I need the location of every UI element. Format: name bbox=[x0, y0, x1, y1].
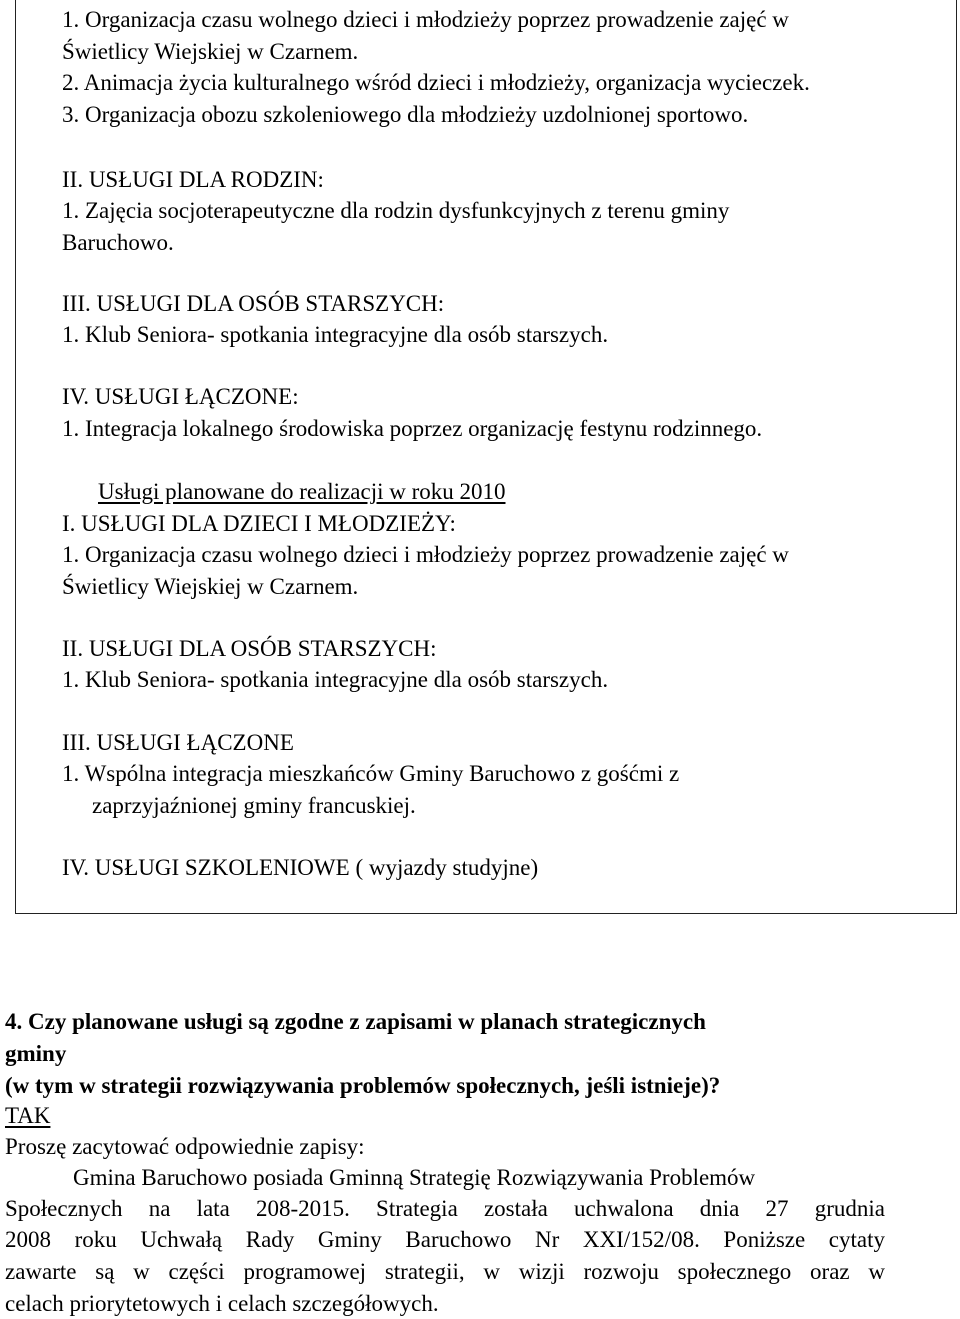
text-line: 1. Zajęcia socjoterapeutyczne dla rodzin dysfunkcyjnych z terenu gminy bbox=[62, 198, 730, 223]
text-line: 1. Wspólna integracja mieszkańców Gminy Baruchowo z gośćmi z bbox=[62, 761, 680, 786]
text-line: 2. Animacja życia kulturalnego wśród dzieci i młodzieży, organizacja wycieczek. bbox=[62, 70, 810, 95]
paragraph-line: 2008 roku Uchwałą Rady Gminy Baruchowo Nr XXI/152/08. Poniższe cytaty bbox=[5, 1227, 885, 1252]
section-heading: I. USŁUGI DLA DZIECI I MŁODZIEŻY: bbox=[62, 511, 456, 536]
text-line: Baruchowo. bbox=[62, 230, 174, 255]
section-heading: IV. USŁUGI ŁĄCZONE: bbox=[62, 384, 299, 409]
question-subtitle: (w tym w strategii rozwiązywania problemów społecznych, jeśli istnieje)? bbox=[5, 1073, 721, 1098]
paragraph-line: celach priorytetowych i celach szczegółowych. bbox=[5, 1291, 439, 1316]
text-line: Świetlicy Wiejskiej w Czarnem. bbox=[62, 39, 359, 64]
text-line: 1. Integracja lokalnego środowiska poprzez organizację festynu rodzinnego. bbox=[62, 416, 763, 441]
section-heading: III. USŁUGI DLA OSÓB STARSZYCH: bbox=[62, 291, 445, 316]
text-line: 3. Organizacja obozu szkoleniowego dla młodzieży uzdolnionej sportowo. bbox=[62, 102, 749, 127]
text-line: 1. Organizacja czasu wolnego dzieci i młodzieży poprzez prowadzenie zajęć w bbox=[62, 542, 789, 567]
paragraph-line: zawarte są w części programowej strategii, w wizji rozwoju społecznego oraz w bbox=[5, 1259, 885, 1284]
answer-text: TAK bbox=[5, 1103, 51, 1128]
text-line: Świetlicy Wiejskiej w Czarnem. bbox=[62, 574, 359, 599]
question-title: 4. Czy planowane usługi są zgodne z zapisami w planach strategicznych bbox=[5, 1009, 706, 1034]
quote-prompt: Proszę zacytować odpowiednie zapisy: bbox=[5, 1134, 365, 1159]
paragraph-line: Społecznych na lata 208-2015. Strategia została uchwalona dnia 27 grudnia bbox=[5, 1196, 885, 1221]
question-title-cont: gminy bbox=[5, 1041, 67, 1066]
section-heading: IV. USŁUGI SZKOLENIOWE ( wyjazdy studyjne) bbox=[62, 855, 539, 880]
text-line: zaprzyjaźnionej gminy francuskiej. bbox=[92, 793, 416, 818]
section-heading: III. USŁUGI ŁĄCZONE bbox=[62, 730, 294, 755]
text-line: 1. Klub Seniora- spotkania integracyjne dla osób starszych. bbox=[62, 667, 609, 692]
text-line: 1. Klub Seniora- spotkania integracyjne dla osób starszych. bbox=[62, 322, 609, 347]
paragraph-line: Gmina Baruchowo posiada Gminną Strategię Rozwiązywania Problemów bbox=[73, 1165, 756, 1190]
planned-services-heading: Usługi planowane do realizacji w roku 2010 bbox=[98, 479, 506, 504]
text-line: 1. Organizacja czasu wolnego dzieci i młodzieży poprzez prowadzenie zajęć w bbox=[62, 7, 789, 32]
section-heading: II. USŁUGI DLA OSÓB STARSZYCH: bbox=[62, 636, 437, 661]
section-heading: II. USŁUGI DLA RODZIN: bbox=[62, 167, 324, 192]
